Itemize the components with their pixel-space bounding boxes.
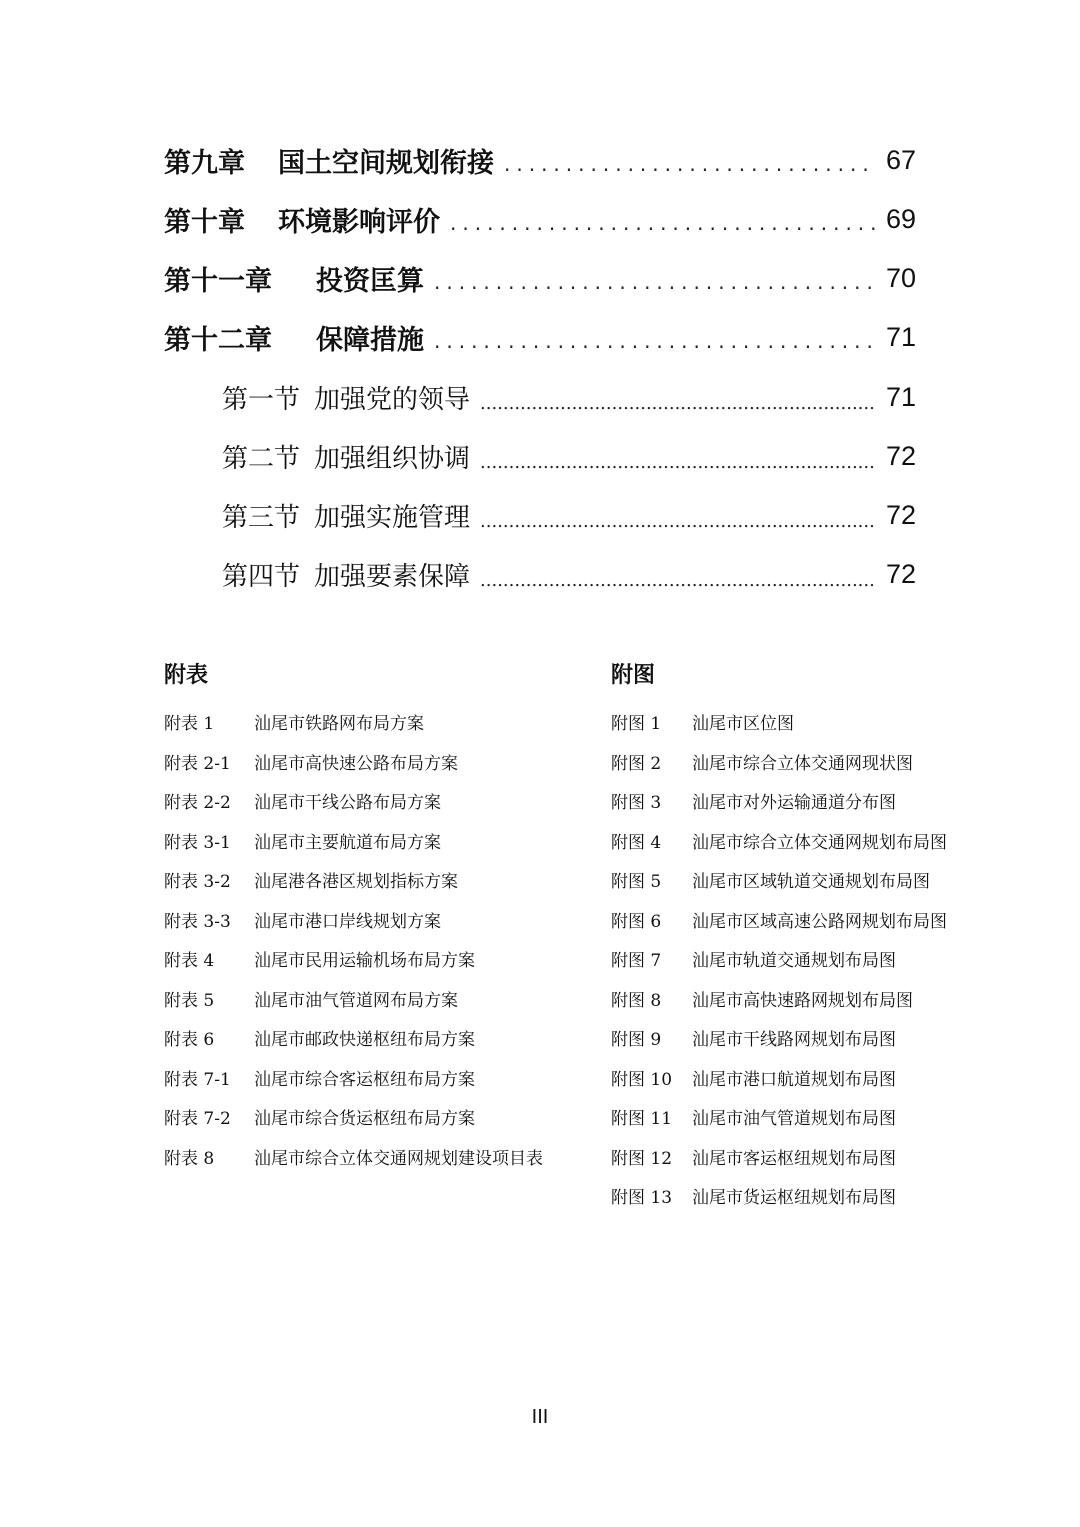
leader-dots — [504, 152, 876, 176]
table-title: 汕尾市油气管道网布局方案 — [254, 990, 458, 1011]
toc-entry-label — [222, 556, 470, 593]
table-title: 汕尾市干线公路布局方案 — [254, 793, 441, 813]
figure-title: 汕尾市客运枢纽规划布局图 — [692, 1148, 896, 1169]
figure-code: 附图 4 — [611, 832, 662, 853]
list-item[interactable] — [611, 1021, 1031, 1061]
figure-code: 附图 1 — [611, 714, 662, 734]
list-item[interactable] — [611, 1140, 1031, 1180]
leader-dots — [480, 393, 876, 414]
toc-chapter-9[interactable] — [164, 135, 916, 185]
figure-code: 附图 10 — [611, 1069, 673, 1090]
toc-chapter-12[interactable] — [164, 312, 916, 362]
list-item[interactable] — [611, 784, 1031, 824]
appendix-tables — [164, 656, 594, 1179]
page-number: 70 — [885, 262, 916, 293]
section-number: 第二节 — [222, 443, 301, 474]
page-number: 67 — [885, 144, 916, 175]
list-item[interactable] — [164, 784, 594, 824]
list-item[interactable] — [164, 1021, 594, 1061]
page-number: 72 — [885, 440, 916, 471]
figure-code: 附图 7 — [611, 951, 662, 971]
figure-code: 附图 13 — [611, 1188, 673, 1208]
leader-dots — [434, 270, 876, 294]
toc-entry-label — [164, 200, 440, 239]
leader-dots — [480, 452, 876, 473]
toc-entry-label — [222, 379, 470, 416]
toc-entry-label — [222, 497, 470, 534]
appendix-figures-list — [611, 705, 1031, 1219]
appendix-tables-heading: 附表 — [164, 663, 209, 688]
chapter-title: 保障措施 — [316, 324, 424, 356]
table-code: 附表 7-1 — [164, 1069, 231, 1090]
list-item[interactable] — [164, 863, 594, 903]
figure-code: 附图 3 — [611, 793, 662, 813]
chapter-number: 第十一章 — [164, 265, 272, 297]
list-item[interactable] — [164, 1061, 594, 1101]
list-item[interactable] — [164, 705, 594, 745]
figure-title: 汕尾市区域高速公路网规划布局图 — [692, 911, 947, 932]
list-item[interactable] — [611, 1179, 1031, 1219]
table-code: 附表 4 — [164, 951, 215, 971]
table-code: 附表 8 — [164, 1148, 215, 1169]
table-code: 附表 7-2 — [164, 1109, 231, 1129]
section-number: 第三节 — [222, 502, 301, 533]
figure-title: 汕尾市干线路网规划布局图 — [692, 1030, 896, 1050]
chapter-title: 投资匡算 — [316, 265, 424, 297]
table-title: 汕尾市综合货运枢纽布局方案 — [254, 1109, 475, 1129]
figure-code: 附图 9 — [611, 1030, 662, 1050]
table-code: 附表 3-1 — [164, 832, 231, 853]
table-title: 汕尾市高快速公路布局方案 — [254, 753, 458, 774]
page-number: 72 — [885, 499, 916, 530]
chapter-title: 环境影响评价 — [278, 206, 440, 238]
list-item[interactable] — [164, 982, 594, 1022]
figure-code: 附图 6 — [611, 911, 662, 932]
list-item[interactable] — [164, 1140, 594, 1180]
table-title: 汕尾市主要航道布局方案 — [254, 832, 441, 853]
list-item[interactable] — [611, 824, 1031, 864]
figure-title: 汕尾市港口航道规划布局图 — [692, 1069, 896, 1090]
list-item[interactable] — [164, 824, 594, 864]
page-number: 69 — [885, 203, 916, 234]
list-item[interactable] — [611, 705, 1031, 745]
table-title: 汕尾市邮政快递枢纽布局方案 — [254, 1030, 475, 1050]
figure-code: 附图 12 — [611, 1148, 673, 1169]
table-title: 汕尾市铁路网布局方案 — [254, 714, 424, 734]
table-code: 附表 1 — [164, 714, 215, 734]
section-title: 加强要素保障 — [314, 561, 471, 592]
toc-chapter-10[interactable] — [164, 194, 916, 244]
page-number: 71 — [885, 321, 916, 352]
list-item[interactable] — [611, 745, 1031, 785]
table-title: 汕尾港各港区规划指标方案 — [254, 872, 458, 892]
page-number: 72 — [885, 558, 916, 589]
table-title: 汕尾市民用运输机场布局方案 — [254, 951, 475, 971]
leader-dots — [480, 511, 876, 532]
toc-section-4[interactable] — [222, 549, 916, 599]
leader-dots — [480, 570, 876, 591]
toc-entry-label — [164, 318, 424, 357]
list-item[interactable] — [164, 1100, 594, 1140]
list-item[interactable] — [611, 982, 1031, 1022]
table-code: 附表 2-2 — [164, 793, 231, 813]
toc-entry-label — [164, 259, 424, 298]
appendix-figures — [611, 656, 1031, 1219]
section-title: 加强组织协调 — [314, 443, 471, 474]
chapter-number: 第十二章 — [164, 324, 272, 356]
table-code: 附表 5 — [164, 990, 215, 1011]
section-title: 加强实施管理 — [314, 502, 471, 533]
toc-chapter-11[interactable] — [164, 253, 916, 303]
list-item[interactable] — [611, 863, 1031, 903]
table-title: 汕尾市综合立体交通网规划建设项目表 — [254, 1148, 543, 1169]
appendix-tables-list — [164, 705, 594, 1179]
figure-code: 附图 8 — [611, 990, 662, 1011]
chapter-number: 第九章 — [164, 147, 245, 179]
figure-title: 汕尾市对外运输通道分布图 — [692, 793, 896, 813]
toc-section-2[interactable] — [222, 431, 916, 481]
figure-title: 汕尾市区位图 — [692, 714, 794, 734]
list-item[interactable] — [611, 1061, 1031, 1101]
figure-title: 汕尾市区域轨道交通规划布局图 — [692, 872, 930, 892]
figure-code: 附图 5 — [611, 872, 662, 892]
table-code: 附表 6 — [164, 1030, 215, 1050]
appendix-figures-heading: 附图 — [611, 663, 656, 688]
figure-title: 汕尾市综合立体交通网规划布局图 — [692, 832, 947, 853]
leader-dots — [434, 329, 876, 353]
leader-dots — [450, 211, 876, 235]
figure-code: 附图 11 — [611, 1109, 673, 1129]
toc-section-3[interactable] — [222, 490, 916, 540]
page-footer-number: III — [531, 1406, 549, 1428]
table-title: 汕尾市综合客运枢纽布局方案 — [254, 1069, 475, 1090]
list-item[interactable] — [164, 942, 594, 982]
table-code: 附表 3-3 — [164, 911, 231, 932]
figure-title: 汕尾市综合立体交通网现状图 — [692, 753, 913, 774]
figure-code: 附图 2 — [611, 753, 662, 774]
section-number: 第一节 — [222, 384, 301, 415]
chapter-title: 国土空间规划衔接 — [278, 147, 494, 179]
table-code: 附表 3-2 — [164, 872, 231, 892]
list-item[interactable] — [164, 903, 594, 943]
chapter-number: 第十章 — [164, 206, 245, 238]
figure-title: 汕尾市高快速路网规划布局图 — [692, 990, 913, 1011]
toc-entry-label — [222, 438, 470, 475]
table-title: 汕尾市港口岸线规划方案 — [254, 911, 441, 932]
toc-section-1[interactable] — [222, 372, 916, 422]
list-item[interactable] — [611, 1100, 1031, 1140]
page-number: 71 — [885, 381, 916, 412]
section-number: 第四节 — [222, 561, 301, 592]
list-item[interactable] — [611, 903, 1031, 943]
figure-title: 汕尾市轨道交通规划布局图 — [692, 951, 896, 971]
list-item[interactable] — [611, 942, 1031, 982]
figure-title: 汕尾市油气管道规划布局图 — [692, 1109, 896, 1129]
list-item[interactable] — [164, 745, 594, 785]
figure-title: 汕尾市货运枢纽规划布局图 — [692, 1188, 896, 1208]
section-title: 加强党的领导 — [314, 384, 471, 415]
table-code: 附表 2-1 — [164, 753, 231, 774]
toc-entry-label — [164, 141, 494, 180]
